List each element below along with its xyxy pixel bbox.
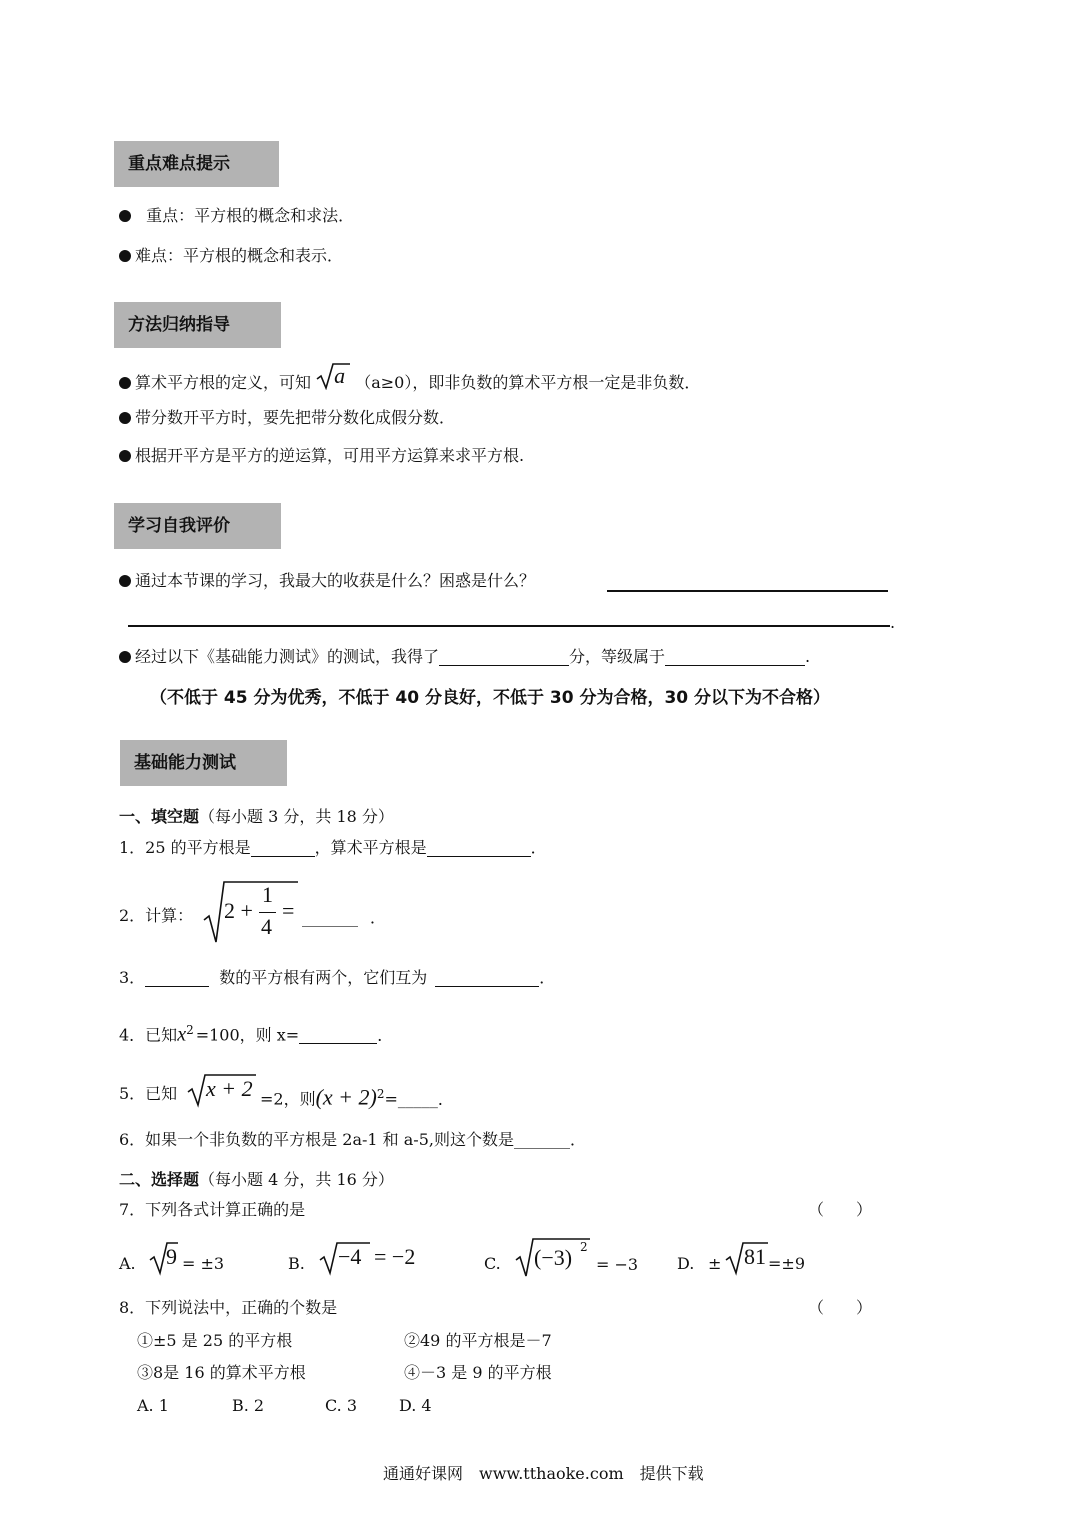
q4-blank[interactable]	[299, 1025, 377, 1044]
sqrt-a-expression	[316, 363, 350, 392]
bullet-icon	[119, 575, 131, 587]
grading-criteria: （不低于 45 分为优秀，不低于 40 分良好，不低于 30 分为合格，30 分以下为不合格）	[150, 688, 831, 708]
q5-rest	[260, 1082, 454, 1111]
q7-option-b-label: B.	[288, 1254, 305, 1273]
bullet-icon	[119, 412, 131, 424]
section-header-self-eval: 学习自我评价	[114, 503, 281, 549]
q3-pre: 3．	[119, 968, 146, 987]
q7-option-d[interactable]	[706, 1240, 816, 1276]
q2-expr-a: 2 +	[224, 898, 253, 923]
q3-blank-2[interactable]	[435, 968, 539, 987]
question-6: 6．如果一个非负数的平方根是 2a-1 和 a-5,则这个数是_______．	[119, 1130, 586, 1149]
key-point-difficulty-text: 难点：平方根的概念和表示．	[135, 246, 344, 265]
method-item-1	[119, 363, 701, 395]
section-header-key-points: 重点难点提示	[114, 141, 279, 187]
bullet-icon	[119, 450, 131, 462]
section-header-method: 方法归纳指导	[114, 302, 281, 348]
q7-option-d-label: D.	[677, 1254, 695, 1273]
key-point-focus-text: 重点：平方根的概念和求法．	[146, 206, 355, 225]
part1-title: 一、填空题	[119, 807, 200, 826]
method-item-2	[119, 406, 455, 430]
q4-mid: =100，则 x=	[195, 1025, 300, 1045]
q4-exponent: 2	[186, 1023, 194, 1037]
q1-end: ．	[530, 838, 547, 857]
q1-pre: 1．25 的平方根是	[119, 838, 251, 857]
q5-answer-blank[interactable]: =_____	[384, 1089, 438, 1109]
q2-pre: 2．计算：	[119, 906, 194, 925]
grade-blank[interactable]	[665, 647, 805, 666]
fraction-bar	[259, 912, 276, 913]
q8-option-d[interactable]: D. 4	[399, 1396, 432, 1415]
q5-pre: 5．已知	[119, 1084, 178, 1103]
method-item-1-post: （a≥0），即非负数的算术平方根一定是非负数．	[355, 373, 701, 392]
method-item-3-text: 根据开平方是平方的逆运算，可用平方运算来求平方根.	[135, 446, 525, 465]
part1-note: （每小题 3 分，共 18 分）	[199, 807, 394, 826]
question-3	[119, 966, 555, 990]
q8-statement-4: ④－3 是 9 的平方根	[404, 1363, 552, 1382]
answer-line-2[interactable]	[128, 625, 890, 627]
q7-a-rhs: = ±3	[182, 1254, 225, 1273]
q5-mid: =2，则	[260, 1089, 316, 1109]
q2-blank[interactable]: _______	[302, 908, 358, 927]
method-item-2-text: 带分数开平方时，要先把带分数化成假分数．	[135, 408, 456, 427]
question-7: 7．下列各式计算正确的是	[119, 1200, 306, 1219]
q7-d-plus-minus: ±	[708, 1254, 722, 1273]
answer-line-1[interactable]	[607, 590, 888, 592]
key-point-focus	[119, 204, 354, 228]
q1-mid: ，算术平方根是	[314, 838, 427, 857]
part2-note: （每小题 4 分，共 16 分）	[199, 1170, 394, 1189]
q2-end: ．	[370, 908, 387, 927]
question-4	[119, 1018, 393, 1047]
q7-d-rhs: =±9	[768, 1254, 805, 1273]
part1-heading	[119, 805, 394, 829]
bullet-icon	[119, 651, 131, 663]
q2-numerator: 1	[262, 882, 273, 907]
q7-option-a-label: A.	[119, 1254, 136, 1273]
q8-option-b[interactable]: B. 2	[232, 1396, 265, 1415]
bullet-icon	[119, 210, 131, 222]
q4-end: ．	[377, 1025, 394, 1045]
self-eval-q2-mid: 分，等级属于	[569, 647, 666, 666]
bullet-icon	[119, 250, 131, 262]
q8-statement-2: ②49 的平方根是－7	[404, 1331, 552, 1350]
q8-statement-3: ③8是 16 的算术平方根	[137, 1363, 306, 1382]
bullet-icon	[119, 377, 131, 389]
key-point-difficulty	[119, 244, 343, 268]
q4-x: x	[177, 1023, 187, 1046]
q8-answer-paren[interactable]: （ ）	[808, 1298, 873, 1317]
q7-a-radicand: 9	[166, 1244, 177, 1269]
q1-blank-2[interactable]	[427, 838, 531, 857]
self-eval-q2	[119, 645, 810, 669]
q7-option-c-label: C.	[484, 1254, 501, 1273]
sqrt-radicand: a	[334, 363, 346, 388]
q2-denominator: 4	[261, 914, 272, 939]
q5-sqrt-expression	[186, 1072, 258, 1108]
q7-b-rhs: = −2	[374, 1244, 416, 1269]
self-eval-q1-text: 通过本节课的学习，我最大的收获是什么？困惑是什么？	[135, 571, 536, 590]
page-footer: 通通好课网 www.tthaoke.com 提供下载	[383, 1464, 704, 1483]
q7-option-c[interactable]	[514, 1236, 644, 1278]
question-1	[119, 836, 547, 860]
q7-option-b[interactable]	[318, 1240, 428, 1276]
self-eval-q2-pre: 经过以下《基础能力测试》的测试，我得了	[135, 647, 440, 666]
q2-sqrt-expression	[202, 878, 302, 946]
q8-option-c[interactable]: C. 3	[325, 1396, 358, 1415]
q5-radicand: x + 2	[206, 1076, 253, 1101]
method-item-1-pre: 算术平方根的定义，可知	[135, 373, 312, 392]
q3-blank-1[interactable]	[145, 968, 209, 987]
section-header-test: 基础能力测试	[120, 740, 287, 786]
part2-title: 二、选择题	[119, 1170, 200, 1189]
q8-statement-1: ①±5 是 25 的平方根	[137, 1331, 293, 1350]
question-8: 8．下列说法中，正确的个数是	[119, 1298, 338, 1317]
q2-equals: =	[282, 898, 295, 923]
q7-c-rhs: = −3	[596, 1255, 639, 1274]
q5-end: ．	[437, 1089, 454, 1109]
self-eval-q1-end: .	[890, 613, 896, 632]
self-eval-q2-end: .	[805, 647, 811, 666]
score-blank[interactable]	[439, 647, 569, 666]
q5-exponent: 2	[376, 1087, 385, 1101]
q2-answer	[302, 906, 386, 930]
self-eval-q1	[119, 569, 535, 593]
q8-option-a[interactable]: A. 1	[137, 1396, 169, 1415]
q7-b-radicand: −4	[338, 1244, 362, 1269]
q7-option-a[interactable]	[148, 1240, 238, 1276]
q7-c-exponent: 2	[580, 1240, 588, 1254]
q7-answer-paren[interactable]: （ ）	[808, 1200, 873, 1219]
part2-heading	[119, 1168, 394, 1192]
q3-mid: 数的平方根有两个，它们互为	[219, 968, 428, 987]
q4-pre: 4．已知	[119, 1025, 178, 1045]
q5-expr: (x + 2)	[315, 1084, 377, 1110]
q3-end: ．	[539, 968, 556, 987]
method-item-3	[119, 444, 524, 468]
q7-d-radicand: 81	[744, 1244, 766, 1269]
q1-blank-1[interactable]	[251, 838, 315, 857]
q7-c-radicand: (−3)	[534, 1245, 573, 1270]
